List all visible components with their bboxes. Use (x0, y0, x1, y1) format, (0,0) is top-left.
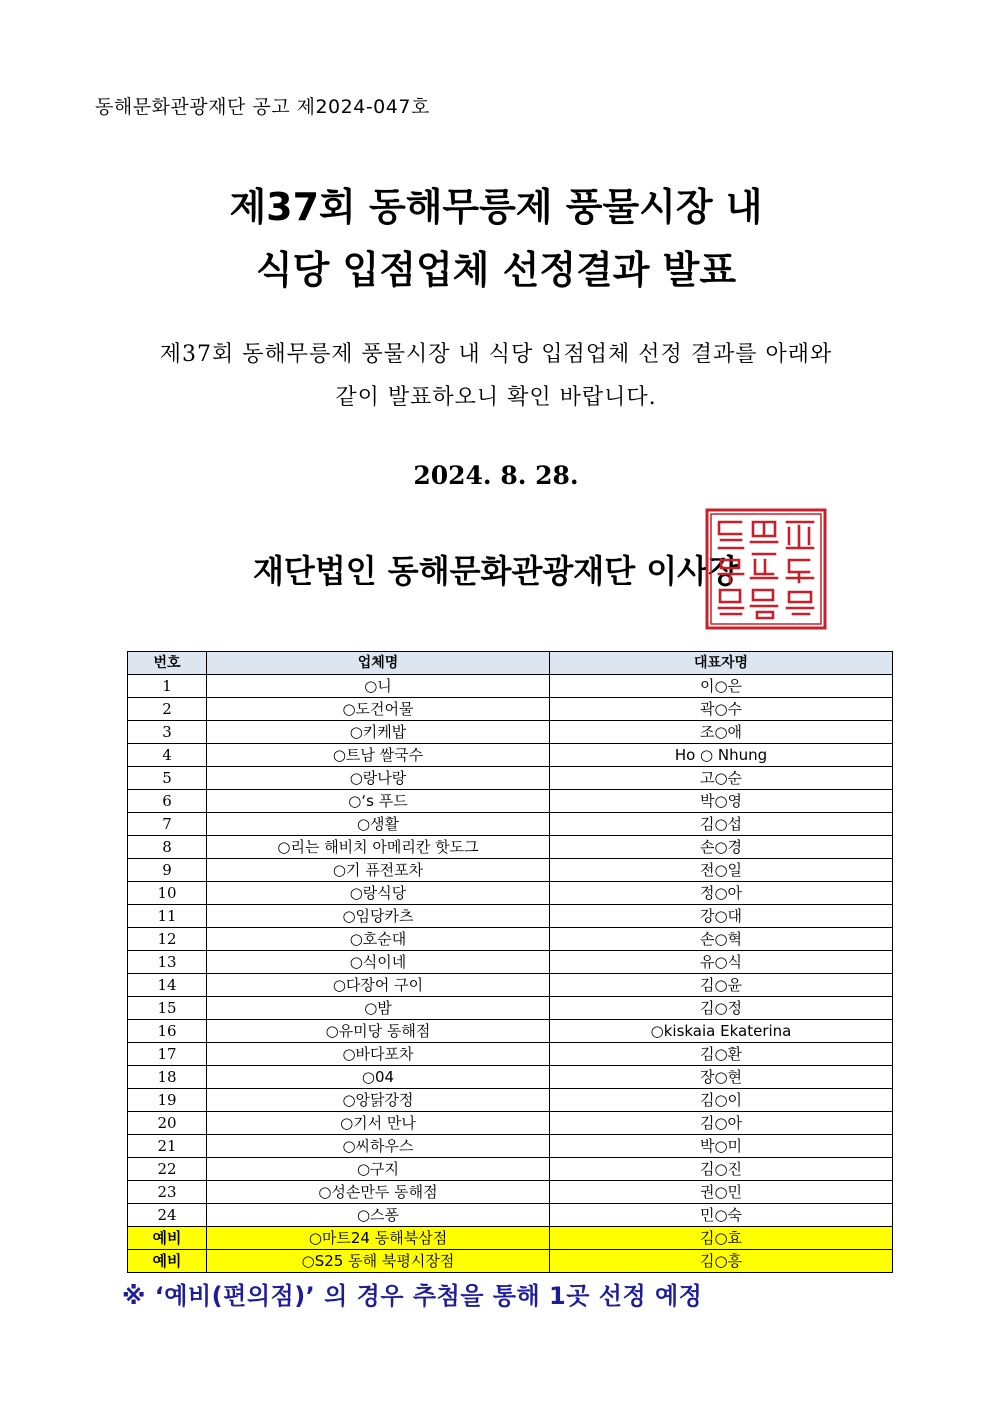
table-row (128, 767, 893, 790)
representative-name: 권○민 (550, 1181, 893, 1204)
row-number: 18 (128, 1066, 207, 1089)
representative-name: 곽○수 (550, 698, 893, 721)
table-row (128, 951, 893, 974)
row-number: 14 (128, 974, 207, 997)
representative-name: 김○효 (550, 1227, 893, 1250)
table-row (128, 1020, 893, 1043)
row-number: 16 (128, 1020, 207, 1043)
representative-name: 고○순 (550, 767, 893, 790)
row-number: 8 (128, 836, 207, 859)
row-number: 6 (128, 790, 207, 813)
representative-name: 박○영 (550, 790, 893, 813)
table-row (128, 928, 893, 951)
representative-name: 전○일 (550, 859, 893, 882)
header-representative: 대표자명 (550, 652, 893, 675)
company-name: ○구지 (207, 1158, 550, 1181)
row-number: 17 (128, 1043, 207, 1066)
representative-name: 손○경 (550, 836, 893, 859)
table-row (128, 997, 893, 1020)
row-number: 19 (128, 1089, 207, 1112)
representative-name: 장○현 (550, 1066, 893, 1089)
company-name: ○앙닭강정 (207, 1089, 550, 1112)
reserve-row (128, 1250, 893, 1273)
title-line-1: 제37회 동해무릉제 풍물시장 내 (229, 185, 763, 229)
header-number: 번호 (128, 652, 207, 675)
results-table (127, 651, 893, 1273)
representative-name: 김○환 (550, 1043, 893, 1066)
row-number: 12 (128, 928, 207, 951)
company-name: ○스퐁 (207, 1204, 550, 1227)
table-row (128, 974, 893, 997)
table-header-row (128, 652, 893, 675)
company-name: ○마트24 동해북삼점 (207, 1227, 550, 1250)
company-name: ○씨하우스 (207, 1135, 550, 1158)
company-name: ○밤 (207, 997, 550, 1020)
body-text-line-2: 같이 발표하오니 확인 바랍니다. (335, 385, 657, 410)
issuer-name: 재단법인 동해문화관광재단 이사장 (253, 552, 739, 590)
title-line-2: 식당 입점업체 선정결과 발표 (255, 248, 737, 292)
company-name: ○바다포차 (207, 1043, 550, 1066)
representative-name: 김○흥 (550, 1250, 893, 1273)
representative-name: 강○대 (550, 905, 893, 928)
representative-name: 이○은 (550, 675, 893, 698)
company-name: ○생활 (207, 813, 550, 836)
company-name: ○성손만두 동해점 (207, 1181, 550, 1204)
reserve-row (128, 1227, 893, 1250)
row-number: 10 (128, 882, 207, 905)
row-number: 22 (128, 1158, 207, 1181)
representative-name: 손○혁 (550, 928, 893, 951)
notice-number: 동해문화관광재단 공고 제2024-047호 (95, 96, 430, 118)
representative-name: 민○숙 (550, 1204, 893, 1227)
company-name: ○‘s 푸드 (207, 790, 550, 813)
table-row (128, 1112, 893, 1135)
company-name: ○호순대 (207, 928, 550, 951)
row-number: 23 (128, 1181, 207, 1204)
representative-name: 김○정 (550, 997, 893, 1020)
body-text-line-1: 제37회 동해무릉제 풍물시장 내 식당 입점업체 선정 결과를 아래와 (159, 342, 833, 367)
row-number: 13 (128, 951, 207, 974)
table-row (128, 836, 893, 859)
table-row (128, 1066, 893, 1089)
representative-name: 정○아 (550, 882, 893, 905)
company-name: ○식이네 (207, 951, 550, 974)
company-name: ○임당카츠 (207, 905, 550, 928)
row-number: 11 (128, 905, 207, 928)
table-row (128, 1135, 893, 1158)
table-row (128, 813, 893, 836)
company-name: ○도건어물 (207, 698, 550, 721)
company-name: ○리는 해비치 아메리칸 핫도그 (207, 836, 550, 859)
row-number: 21 (128, 1135, 207, 1158)
table-row (128, 882, 893, 905)
company-name: ○기 퓨전포차 (207, 859, 550, 882)
row-number: 20 (128, 1112, 207, 1135)
representative-name: 조○애 (550, 721, 893, 744)
header-company: 업체명 (207, 652, 550, 675)
table-row (128, 1089, 893, 1112)
company-name: ○다장어 구이 (207, 974, 550, 997)
company-name: ○유미당 동해점 (207, 1020, 550, 1043)
company-name: ○랑나랑 (207, 767, 550, 790)
representative-name: Ho ○ Nhung (550, 744, 893, 767)
table-row (128, 698, 893, 721)
table-row (128, 1181, 893, 1204)
company-name: ○04 (207, 1066, 550, 1089)
representative-name: 김○섭 (550, 813, 893, 836)
table-row (128, 859, 893, 882)
company-name: ○S25 동해 북평시장점 (207, 1250, 550, 1273)
representative-name: 김○이 (550, 1089, 893, 1112)
row-number: 2 (128, 698, 207, 721)
row-number: 7 (128, 813, 207, 836)
lottery-note: ※ ‘예비(편의점)’ 의 경우 추첨을 통해 1곳 선정 예정 (122, 1282, 703, 1310)
table-row (128, 790, 893, 813)
table-row (128, 1043, 893, 1066)
company-name: ○니 (207, 675, 550, 698)
representative-name: ○kiskaia Ekaterina (550, 1020, 893, 1043)
company-name: ○트남 쌀국수 (207, 744, 550, 767)
representative-name: 박○미 (550, 1135, 893, 1158)
representative-name: 김○진 (550, 1158, 893, 1181)
representative-name: 김○아 (550, 1112, 893, 1135)
representative-name: 김○윤 (550, 974, 893, 997)
table-row (128, 721, 893, 744)
row-number: 5 (128, 767, 207, 790)
official-seal (705, 508, 827, 630)
company-name: ○키케밥 (207, 721, 550, 744)
row-number: 1 (128, 675, 207, 698)
table-row (128, 905, 893, 928)
table-row (128, 675, 893, 698)
representative-name: 유○식 (550, 951, 893, 974)
row-number: 9 (128, 859, 207, 882)
row-number: 4 (128, 744, 207, 767)
row-number: 예비 (128, 1227, 207, 1250)
row-number: 24 (128, 1204, 207, 1227)
row-number: 3 (128, 721, 207, 744)
table-row (128, 1204, 893, 1227)
table-row (128, 1158, 893, 1181)
row-number: 15 (128, 997, 207, 1020)
company-name: ○기서 만나 (207, 1112, 550, 1135)
table-row (128, 744, 893, 767)
row-number: 예비 (128, 1250, 207, 1273)
company-name: ○랑식당 (207, 882, 550, 905)
announcement-date: 2024. 8. 28. (413, 461, 579, 490)
